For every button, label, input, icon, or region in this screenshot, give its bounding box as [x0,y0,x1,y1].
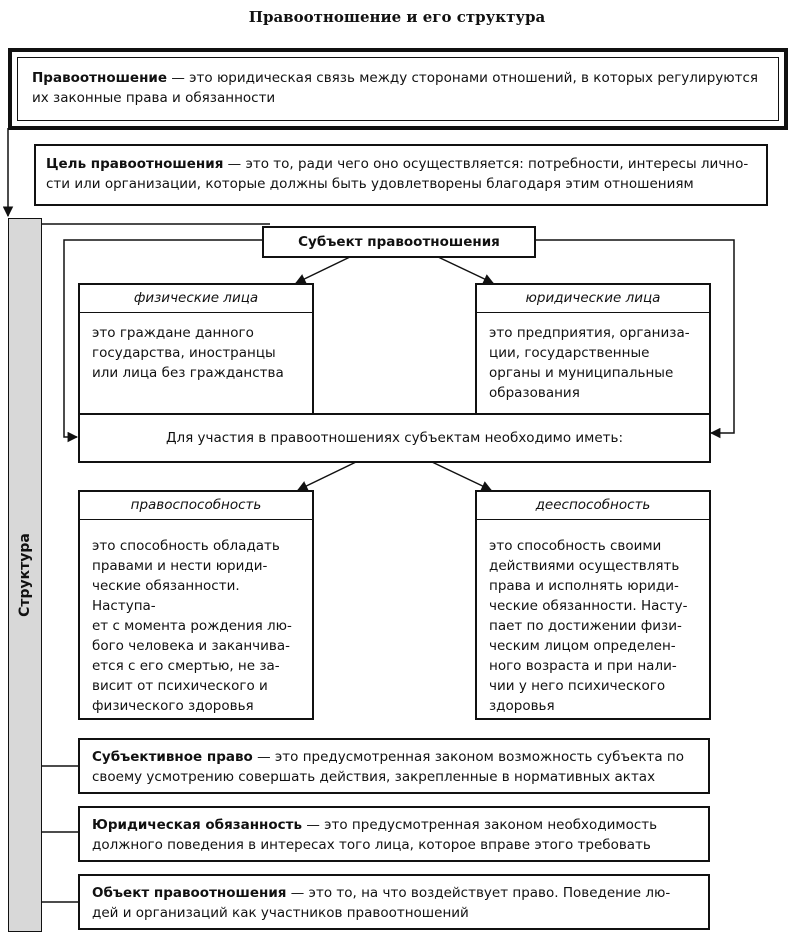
legal-capacity-text-line: висит от психического и [92,678,268,694]
legal-capacity-text-line: это способность обладать [92,538,280,554]
legal-entities-box [475,283,711,415]
subject-label: Субъект правоотношения [298,234,500,250]
goal-box [34,144,768,206]
legal-duty-text-line-2: должного поведения в интересах того лица, которое вправе этого требовать [92,837,651,853]
legal-competence-text-line: ческие обязанности. Насту- [489,598,688,614]
page-title: Правоотношение и его структура [248,8,546,26]
individuals-text-line: это граждане данного [92,325,254,341]
subjective-right-text-line-2: своему усмотрению совершать действия, закрепленные в нормативных актах [92,769,656,785]
definition-term: Правоотношение [32,70,168,86]
legal-entities-text-line: это предприятия, организа- [489,325,690,341]
legal-capacity-text-line: бого человека и заканчива- [92,638,290,654]
legal-competence-text-line: ного возраста и при нали- [489,658,677,674]
legal-entities-text-line: ции, государственные [489,345,650,361]
definition-text-line-2: их законные права и обязанности [32,90,276,106]
definition-text-line-1: — это юридическая связь между сторонами отношений, в которых регулируются [171,70,759,86]
legal-capacity-text-line: ческие обязанности. Наступа- [92,578,240,614]
legal-competence-box [475,490,711,720]
legal-capacity-text-line: правами и нести юриди- [92,558,268,574]
individuals-text-line: государства, иностранцы [92,345,276,361]
legal-competence-text-line: здоровья [489,698,555,714]
subject-box [262,226,536,258]
legal-competence-text-line: чии у него психического [489,678,666,694]
structure-label: Структура [17,533,33,617]
legal-entities-text-line: органы и муниципальные [489,365,674,381]
individuals-box [78,283,314,415]
definition-box [8,48,788,130]
goal-text-line-1: — это то, ради чего оно осуществляется: потребности, интересы лично- [227,156,749,172]
object-text-line-1: — это то, на что воздействует право. Поведение лю- [290,885,671,901]
legal-competence-text-line: действиями осуществлять [489,558,680,574]
subject-to-individuals-arrow [296,256,352,283]
legal-competence-text-line: пает по достижении физи- [489,618,682,634]
legal-duty-text-line-1: — это предусмотренная законом необходимость [306,817,658,833]
subjective-right-text-line-1: — это предусмотренная законом возможность субъекта по [257,749,684,765]
legal-capacity-text-line: ет с момента рождения лю- [92,618,292,634]
requirement-to-competence-arrow [432,462,491,490]
requirement-box [78,413,711,463]
legal-competence-heading: дееспособность [477,492,709,520]
goal-text-line-2: сти или организации, которые должны быть удовлетворены благодаря этим отношениям [46,176,694,192]
requirement-text: Для участия в правоотношениях субъектам необходимо иметь: [165,430,624,446]
object-text-line-2: дей и организаций как участников правоотношений [92,905,469,921]
legal-entities-heading: юридические лица [477,285,709,313]
legal-capacity-heading: правоспособность [80,492,312,520]
legal-duty-box [78,806,710,862]
subject-to-legal-entities-arrow [436,256,493,283]
object-box [78,874,710,930]
individuals-text-line: или лица без гражданства [92,365,284,381]
object-term: Объект правоотношения [92,885,287,901]
legal-competence-text-line: права и исполнять юриди- [489,578,679,594]
subjective-right-box [78,738,710,794]
legal-competence-text-line: ческим лицом определен- [489,638,676,654]
legal-capacity-text-line: физического здоровья [92,698,254,714]
structure-sidebar [8,218,42,932]
legal-capacity-box [78,490,314,720]
legal-duty-term: Юридическая обязанность [92,817,303,833]
goal-term: Цель правоотношения [46,156,224,172]
requirement-to-capacity-arrow [298,462,356,490]
subjective-right-term: Субъективное право [92,749,253,765]
legal-competence-text-line: это способность своими [489,538,662,554]
legal-entities-text-line: образования [489,385,580,401]
individuals-heading: физические лица [80,285,312,313]
legal-capacity-text-line: ется с его смертью, не за- [92,658,280,674]
